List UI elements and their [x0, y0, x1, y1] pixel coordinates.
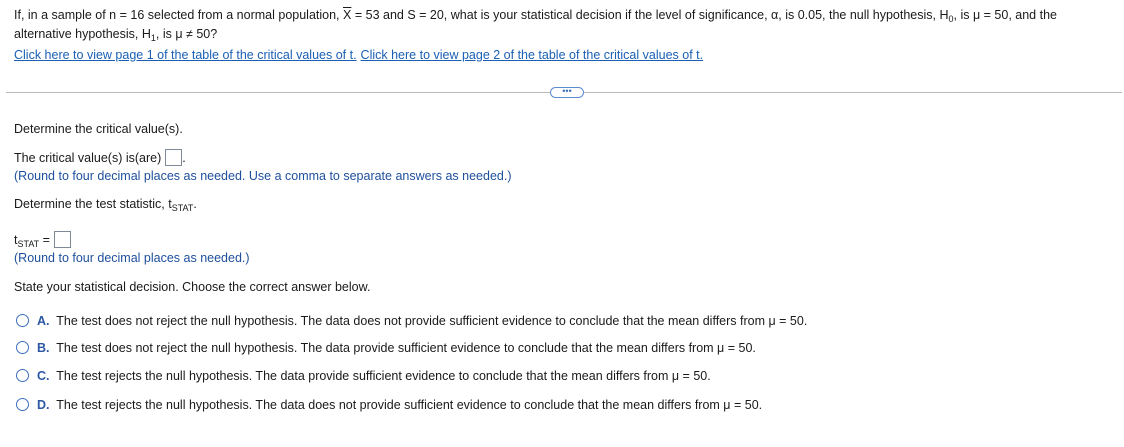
radio-button[interactable] [16, 398, 29, 411]
decision-prompt: State your statistical decision. Choose the correct answer below. [14, 280, 371, 294]
question-text [14, 6, 1114, 44]
test-statistic-answer-row: $t_{STAT}$ = [14, 231, 71, 248]
option-d[interactable]: D. The test rejects the null hypothesis. The data does not provide sufficient evidence to conclude that the mean differs from μ = 50. [16, 396, 762, 414]
critical-value-hint: (Round to four decimal places as needed. Use a comma to separate answers as needed.) [14, 169, 512, 183]
question-line-1: If, in a sample of n = 16 selected from a normal population, $\overline{X} = 53$ and S = 20, what is your statistical decision if the level of significance, α, is 0.05, the null hypothesis, $H_0$, is μ = 50, and the [14, 8, 1057, 24]
test-statistic-input[interactable] [54, 231, 71, 248]
question-line-2: alternative hypothesis, $H_1$, is μ ≠ 50? [14, 27, 218, 43]
option-c[interactable]: C. The test rejects the null hypothesis. The data provide sufficient evidence to conclude that the mean differs from μ = 50. [16, 367, 711, 385]
more-button[interactable]: ••• [550, 87, 584, 98]
radio-button[interactable] [16, 369, 29, 382]
table-page-2-link[interactable]: Click here to view page 2 of the table of the critical values of t. [360, 48, 704, 62]
table-links [14, 47, 703, 64]
table-page-1-link[interactable]: Click here to view page 1 of the table of the critical values of t. [14, 48, 357, 62]
radio-button[interactable] [16, 314, 29, 327]
critical-value-answer-row: The critical value(s) is(are) . [14, 151, 186, 165]
critical-value-prompt: Determine the critical value(s). [14, 122, 183, 136]
option-a[interactable]: A. The test does not reject the null hypothesis. The data does not provide sufficient evidence to conclude that the mean differs from μ = 50. [16, 312, 807, 330]
critical-value-input[interactable] [165, 149, 182, 166]
test-statistic-hint: (Round to four decimal places as needed.) [14, 251, 250, 265]
radio-button[interactable] [16, 341, 29, 354]
option-b[interactable]: B. The test does not reject the null hypothesis. The data provide sufficient evidence to conclude that the mean differs from μ = 50. [16, 339, 756, 357]
sample-mean-symbol: $\overline{X}$ [343, 8, 352, 22]
test-statistic-prompt: Determine the test statistic, $t_{STAT}$. [14, 197, 197, 213]
